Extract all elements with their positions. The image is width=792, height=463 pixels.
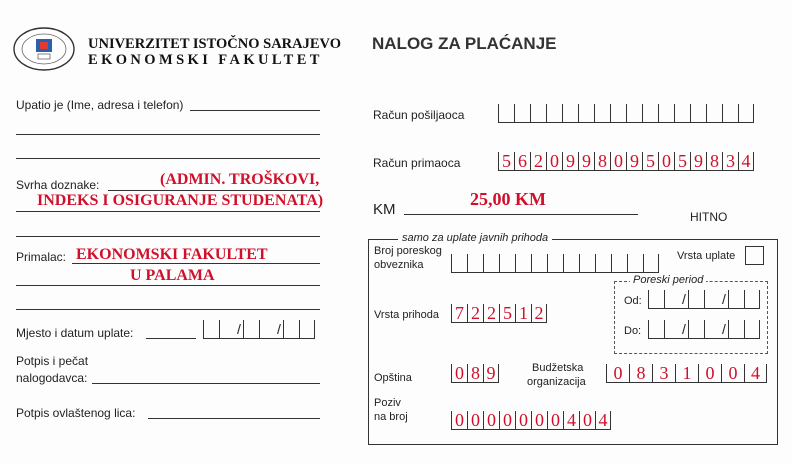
account-box[interactable] bbox=[722, 104, 738, 122]
digit-box[interactable]: 1 bbox=[675, 364, 698, 382]
date-box[interactable] bbox=[243, 320, 259, 338]
payer-line-1[interactable] bbox=[190, 110, 320, 111]
recipient-line-3[interactable] bbox=[16, 309, 320, 310]
digit-box[interactable]: 0 bbox=[547, 411, 563, 429]
digit-box[interactable]: 2 bbox=[467, 304, 483, 322]
date-box[interactable] bbox=[744, 320, 760, 338]
digit-box[interactable]: 0 bbox=[579, 411, 595, 429]
account-box[interactable] bbox=[530, 104, 546, 122]
signature-label-1: Potpis i pečat bbox=[16, 354, 89, 368]
date-separator: / bbox=[277, 321, 281, 337]
tax-id-box[interactable] bbox=[611, 254, 627, 272]
account-box[interactable] bbox=[642, 104, 658, 122]
payer-label: Upatio je (Ime, adresa i telefon) bbox=[16, 98, 184, 112]
account-box[interactable] bbox=[578, 104, 594, 122]
account-box[interactable] bbox=[610, 104, 626, 122]
revenue-type-label: Vrsta prihoda bbox=[374, 309, 440, 321]
digit-box[interactable]: 9 bbox=[562, 152, 578, 170]
digit-box[interactable]: 9 bbox=[690, 152, 706, 170]
date-box[interactable] bbox=[648, 320, 664, 338]
digit-box[interactable]: 2 bbox=[530, 152, 546, 170]
tax-id-label-2: obveznika bbox=[374, 259, 424, 271]
tax-period-title: Poreski period bbox=[630, 274, 706, 286]
place-line[interactable] bbox=[146, 338, 196, 339]
digit-box[interactable]: 4 bbox=[595, 411, 611, 429]
place-date-label: Mjesto i datum uplate: bbox=[16, 326, 134, 340]
authorized-line[interactable] bbox=[148, 418, 320, 419]
public-revenue-title: samo za uplate javnih prihoda bbox=[398, 232, 552, 244]
account-box[interactable] bbox=[626, 104, 642, 122]
digit-box[interactable]: 5 bbox=[498, 152, 514, 170]
to-date-boxes[interactable] bbox=[648, 320, 760, 339]
account-box[interactable] bbox=[690, 104, 706, 122]
digit-box[interactable]: 6 bbox=[514, 152, 530, 170]
reference-label-2: na broj bbox=[374, 411, 408, 423]
digit-box[interactable]: 0 bbox=[451, 364, 467, 382]
digit-box[interactable]: 0 bbox=[451, 411, 467, 429]
budget-org-label-1: Budžetska bbox=[532, 362, 584, 374]
payer-line-3[interactable] bbox=[16, 158, 320, 159]
date-box[interactable] bbox=[704, 320, 720, 338]
date-box[interactable] bbox=[664, 320, 680, 338]
tax-id-box[interactable] bbox=[563, 254, 579, 272]
payment-type-label: Vrsta uplate bbox=[677, 250, 736, 262]
tax-id-box[interactable] bbox=[627, 254, 643, 272]
tax-id-box[interactable] bbox=[531, 254, 547, 272]
budget-org-label-2: organizacija bbox=[527, 376, 586, 388]
recipient-value-2: U PALAMA bbox=[130, 267, 215, 284]
account-box[interactable] bbox=[658, 104, 674, 122]
date-separator: / bbox=[682, 291, 686, 307]
digit-box[interactable]: 0 bbox=[658, 152, 674, 170]
tax-id-box[interactable] bbox=[595, 254, 611, 272]
payment-type-box[interactable] bbox=[745, 246, 764, 265]
digit-box[interactable]: 5 bbox=[499, 304, 515, 322]
account-box[interactable] bbox=[498, 104, 514, 122]
date-box[interactable] bbox=[299, 320, 315, 338]
purpose-value-2: INDEKS I OSIGURANJE STUDENATA) bbox=[37, 192, 324, 209]
account-box[interactable] bbox=[546, 104, 562, 122]
digit-box[interactable]: 2 bbox=[531, 304, 547, 322]
tax-id-box[interactable] bbox=[515, 254, 531, 272]
digit-box[interactable]: 0 bbox=[531, 411, 547, 429]
date-box[interactable] bbox=[648, 290, 664, 308]
date-box[interactable] bbox=[704, 290, 720, 308]
date-separator: / bbox=[682, 321, 686, 337]
digit-box[interactable]: 0 bbox=[467, 411, 483, 429]
tax-id-box[interactable] bbox=[451, 254, 467, 272]
digit-box[interactable]: 0 bbox=[499, 411, 515, 429]
digit-box[interactable]: 0 bbox=[483, 411, 499, 429]
payer-line-2[interactable] bbox=[16, 134, 320, 135]
date-separator: / bbox=[722, 291, 726, 307]
date-box[interactable] bbox=[688, 320, 704, 338]
digit-box[interactable]: 8 bbox=[467, 364, 483, 382]
purpose-label: Svrha doznake: bbox=[16, 178, 100, 192]
date-box[interactable] bbox=[728, 320, 744, 338]
purpose-line-1[interactable] bbox=[108, 190, 320, 191]
digit-box[interactable]: 4 bbox=[738, 152, 754, 170]
digit-box[interactable]: 4 bbox=[744, 364, 767, 382]
digit-box[interactable]: 7 bbox=[451, 304, 467, 322]
digit-box[interactable]: 9 bbox=[626, 152, 642, 170]
date-box[interactable] bbox=[728, 290, 744, 308]
date-separator: / bbox=[722, 321, 726, 337]
tax-id-box[interactable] bbox=[579, 254, 595, 272]
digit-box[interactable]: 3 bbox=[722, 152, 738, 170]
date-separator: / bbox=[237, 321, 241, 337]
tax-id-box[interactable] bbox=[467, 254, 483, 272]
recipient-account-label: Račun primaoca bbox=[373, 156, 461, 170]
digit-box[interactable]: 2 bbox=[483, 304, 499, 322]
recipient-line-1[interactable] bbox=[72, 263, 320, 264]
amount-value: 25,00 KM bbox=[470, 189, 546, 209]
account-box[interactable] bbox=[738, 104, 754, 122]
reference-boxes[interactable] bbox=[451, 411, 611, 430]
urgent-label: HITNO bbox=[690, 210, 728, 224]
digit-box[interactable]: 0 bbox=[606, 364, 629, 382]
purpose-line-3[interactable] bbox=[16, 236, 320, 237]
digit-box[interactable]: 0 bbox=[546, 152, 562, 170]
tax-id-boxes[interactable] bbox=[451, 254, 659, 273]
municipality-label: Opština bbox=[374, 372, 412, 384]
tax-id-box[interactable] bbox=[499, 254, 515, 272]
date-box[interactable] bbox=[283, 320, 299, 338]
date-boxes[interactable] bbox=[203, 320, 315, 339]
account-box[interactable] bbox=[562, 104, 578, 122]
digit-box[interactable]: 8 bbox=[706, 152, 722, 170]
account-box[interactable] bbox=[594, 104, 610, 122]
date-box[interactable] bbox=[219, 320, 235, 338]
purpose-line-2[interactable] bbox=[16, 211, 320, 212]
authorized-label: Potpis ovlaštenog lica: bbox=[16, 406, 136, 420]
municipality-boxes[interactable] bbox=[451, 364, 499, 383]
from-label: Od: bbox=[624, 295, 642, 307]
sender-account-label: Račun pošiljaoca bbox=[373, 108, 465, 122]
account-box[interactable] bbox=[514, 104, 530, 122]
recipient-account-boxes[interactable] bbox=[498, 152, 754, 171]
km-label: KM bbox=[373, 201, 396, 218]
university-logo bbox=[12, 26, 76, 72]
digit-box[interactable]: 0 bbox=[721, 364, 744, 382]
signature-line[interactable] bbox=[92, 383, 320, 384]
digit-box[interactable]: 0 bbox=[610, 152, 626, 170]
revenue-type-boxes[interactable] bbox=[451, 304, 547, 323]
digit-box[interactable]: 8 bbox=[594, 152, 610, 170]
digit-box[interactable]: 9 bbox=[578, 152, 594, 170]
account-box[interactable] bbox=[706, 104, 722, 122]
digit-box[interactable]: 0 bbox=[698, 364, 721, 382]
digit-box[interactable]: 1 bbox=[515, 304, 531, 322]
reference-label-1: Poziv bbox=[374, 397, 401, 409]
tax-id-box[interactable] bbox=[483, 254, 499, 272]
account-box[interactable] bbox=[674, 104, 690, 122]
recipient-label: Primalac: bbox=[16, 250, 67, 264]
amount-line[interactable] bbox=[404, 214, 638, 215]
date-box[interactable] bbox=[688, 290, 704, 308]
date-box[interactable] bbox=[259, 320, 275, 338]
from-date-boxes[interactable] bbox=[648, 290, 760, 309]
digit-box[interactable]: 5 bbox=[642, 152, 658, 170]
tax-id-label-1: Broj poreskog bbox=[374, 245, 442, 257]
tax-id-box[interactable] bbox=[643, 254, 659, 272]
digit-box[interactable]: 9 bbox=[483, 364, 499, 382]
date-box[interactable] bbox=[203, 320, 219, 338]
digit-box[interactable]: 0 bbox=[515, 411, 531, 429]
to-label: Do: bbox=[624, 325, 642, 337]
tax-id-box[interactable] bbox=[547, 254, 563, 272]
date-box[interactable] bbox=[664, 290, 680, 308]
form-title: NALOG ZA PLAĆANJE bbox=[372, 34, 557, 53]
recipient-line-2[interactable] bbox=[16, 285, 320, 286]
sender-account-boxes[interactable] bbox=[498, 104, 754, 123]
faculty-name: EKONOMSKI FAKULTET bbox=[88, 52, 323, 68]
purpose-value-1: (ADMIN. TROŠKOVI, bbox=[160, 171, 320, 188]
university-name: UNIVERZITET ISTOČNO SARAJEVO bbox=[88, 36, 341, 52]
digit-box[interactable]: 3 bbox=[652, 364, 675, 382]
recipient-value-1: EKONOMSKI FAKULTET bbox=[76, 246, 268, 263]
date-box[interactable] bbox=[744, 290, 760, 308]
signature-label-2: nalogodavca: bbox=[16, 371, 88, 385]
digit-box[interactable]: 8 bbox=[629, 364, 652, 382]
budget-org-boxes[interactable] bbox=[606, 364, 767, 383]
digit-box[interactable]: 5 bbox=[674, 152, 690, 170]
digit-box[interactable]: 4 bbox=[563, 411, 579, 429]
